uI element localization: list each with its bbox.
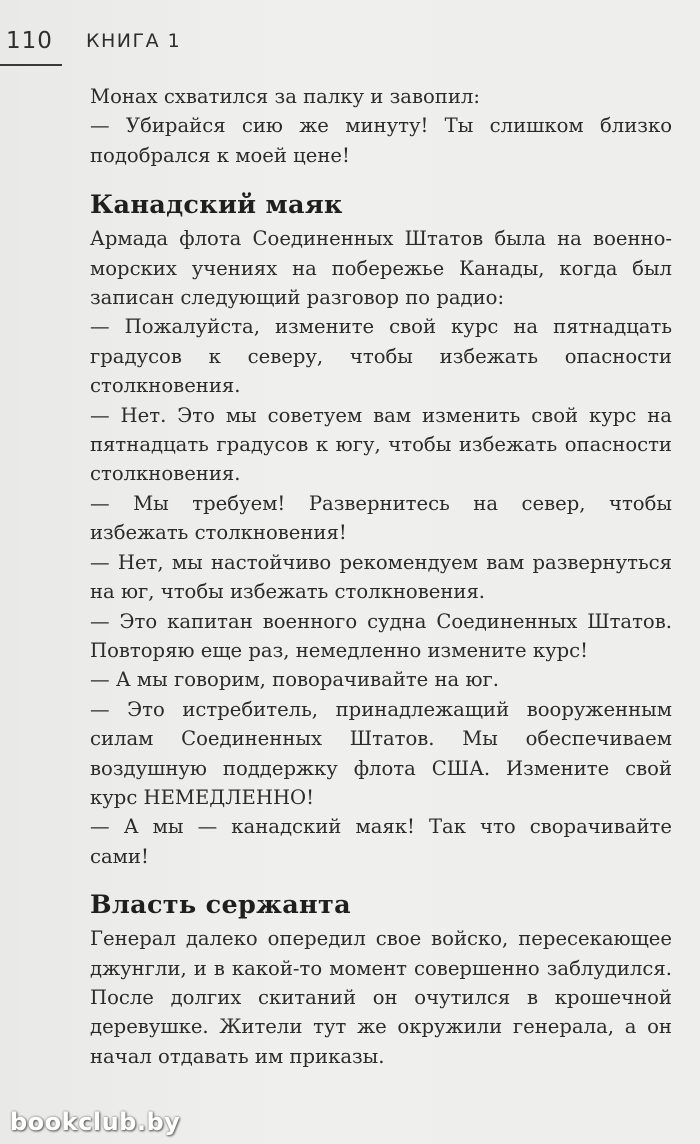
paragraph: Монах схватился за палку и завопил: — [90, 85, 480, 108]
paragraph: — А мы — канадский маяк! Так что сворачивайте сами! — [90, 815, 672, 868]
running-head: КНИГА 1 — [86, 30, 182, 52]
page-header — [0, 0, 700, 72]
paragraph: — Нет. Это мы советуем вам изменить свой курс на пятнадцать градусов к югу, чтобы избежать опасности столкновения. — [90, 403, 672, 486]
watermark-logo: bookclub.by — [10, 1108, 181, 1136]
section-heading-canadian-lighthouse: Канадский маяк — [90, 190, 343, 221]
paragraph: — А мы говорим, поворачивайте на юг. — [90, 668, 500, 692]
paragraph: — Нет, мы настойчиво рекомендуем вам развернуться на юг, чтобы избежать столкновения. — [90, 550, 672, 604]
paragraph: — Убирайся сию же минуту! Ты слишком близко подобрался к моей цене! — [90, 114, 672, 167]
header-rule — [0, 64, 62, 66]
text-block — [90, 82, 672, 1071]
paragraph: — Мы требуем! Развернитесь на север, чтобы избежать столкновения! — [90, 491, 672, 545]
paragraph: — Это истребитель, принадлежащий вооруженным силам Соединенных Штатов. Мы обеспечиваем воздушную поддержку флота США. Измените свой курс НЕМЕДЛЕННО! — [90, 697, 672, 809]
paragraph: — Это капитан военного судна Соединенных Штатов. Повторяю еще раз, немедленно измените курс! — [90, 609, 672, 662]
paragraph: Армада флота Соединенных Штатов была на военно-морских учениях на побережье Канады, когда был записан следующий разговор по радио: — [90, 227, 672, 310]
paragraph: Генерал далеко опередил свое войско, пересекающее джунгли, и в какой-то момент совершенно заблудился. После долгих скитаний он очутился в крошечной деревушке. Жители тут же окружили генерала, а он начал отдавать им приказы. — [90, 927, 672, 1068]
page-number: 110 — [6, 28, 53, 54]
section-heading-sergeant-power: Власть сержанта — [90, 890, 351, 921]
paragraph: — Пожалуйста, измените свой курс на пятнадцать градусов к северу, чтобы избежать опасности столкновения. — [90, 315, 672, 398]
